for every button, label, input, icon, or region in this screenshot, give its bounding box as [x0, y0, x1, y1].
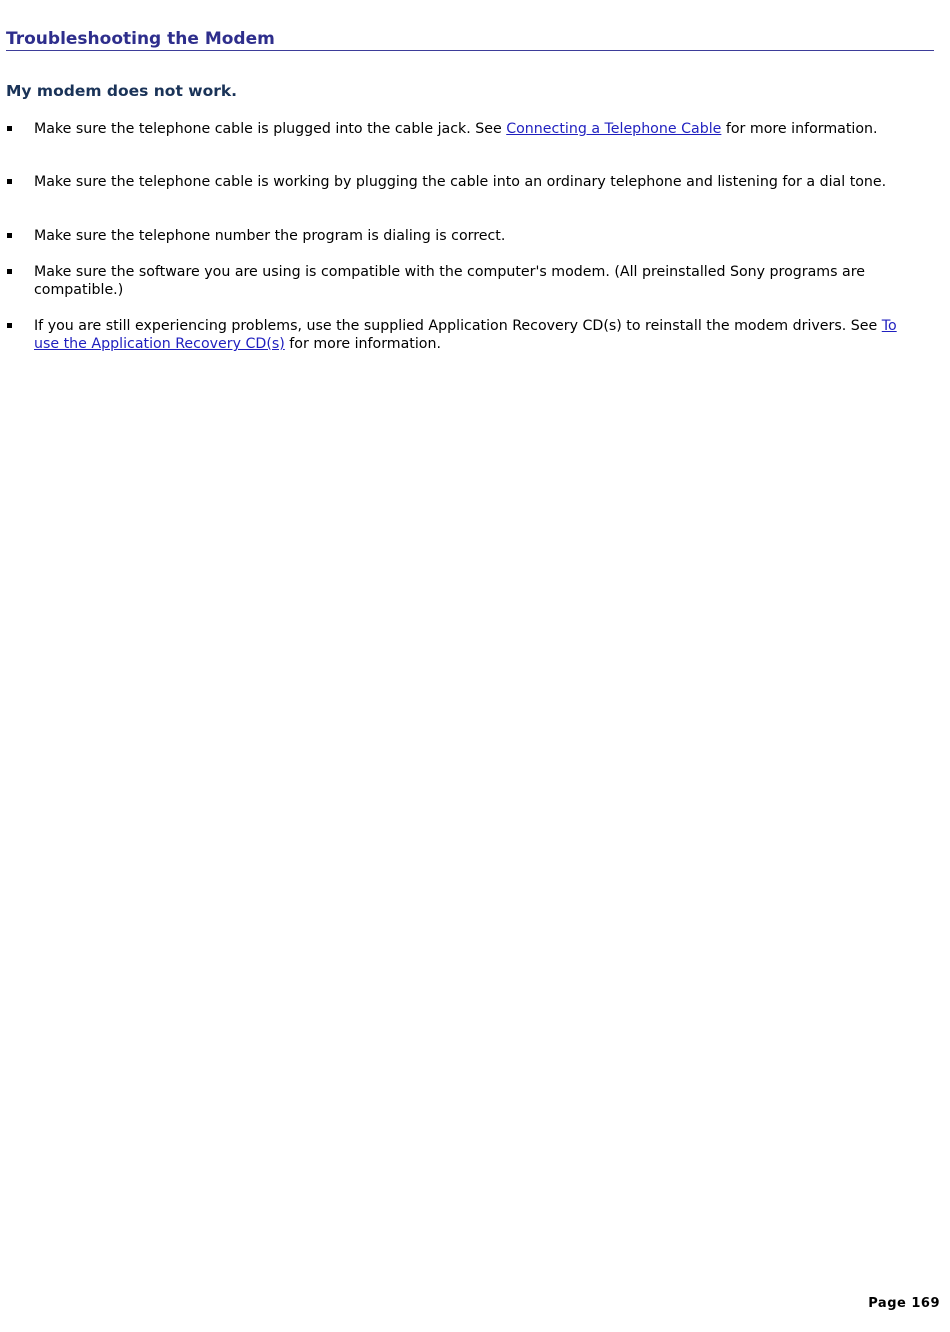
list-item-text-after: for more information.	[284, 336, 441, 352]
bullet-icon	[7, 323, 12, 328]
bullet-icon	[7, 269, 12, 274]
list-item-text-before: If you are still experiencing problems, use the supplied Application Recovery CD(s) to reinstall the modem drivers. See	[34, 318, 882, 334]
section-heading: My modem does not work.	[6, 82, 238, 100]
list-item-text-after: for more information.	[721, 121, 878, 137]
list-item-text: Make sure the telephone cable is working by plugging the cable into an ordinary telephone and listening for a dial tone.	[34, 174, 887, 190]
list-item-text	[34, 317, 914, 353]
application-recovery-cd-link[interactable]: To use the Application Recovery CD(s)	[34, 318, 897, 352]
list-item-text: Make sure the telephone number the program is dialing is correct.	[34, 228, 506, 244]
list-item-text	[34, 120, 914, 138]
list-item-text-before: Make sure the telephone cable is plugged into the cable jack. See	[34, 121, 507, 137]
bullet-icon	[7, 126, 12, 131]
bullet-icon	[7, 179, 12, 184]
list-item-text: Make sure the software you are using is compatible with the computer's modem. (All preinstalled Sony programs are compatible.)	[34, 264, 865, 298]
page-title: Troubleshooting the Modem	[6, 28, 934, 51]
connecting-telephone-cable-link[interactable]: Connecting a Telephone Cable	[506, 121, 722, 137]
page-number: Page 169	[868, 1296, 940, 1311]
bullet-icon	[7, 233, 12, 238]
